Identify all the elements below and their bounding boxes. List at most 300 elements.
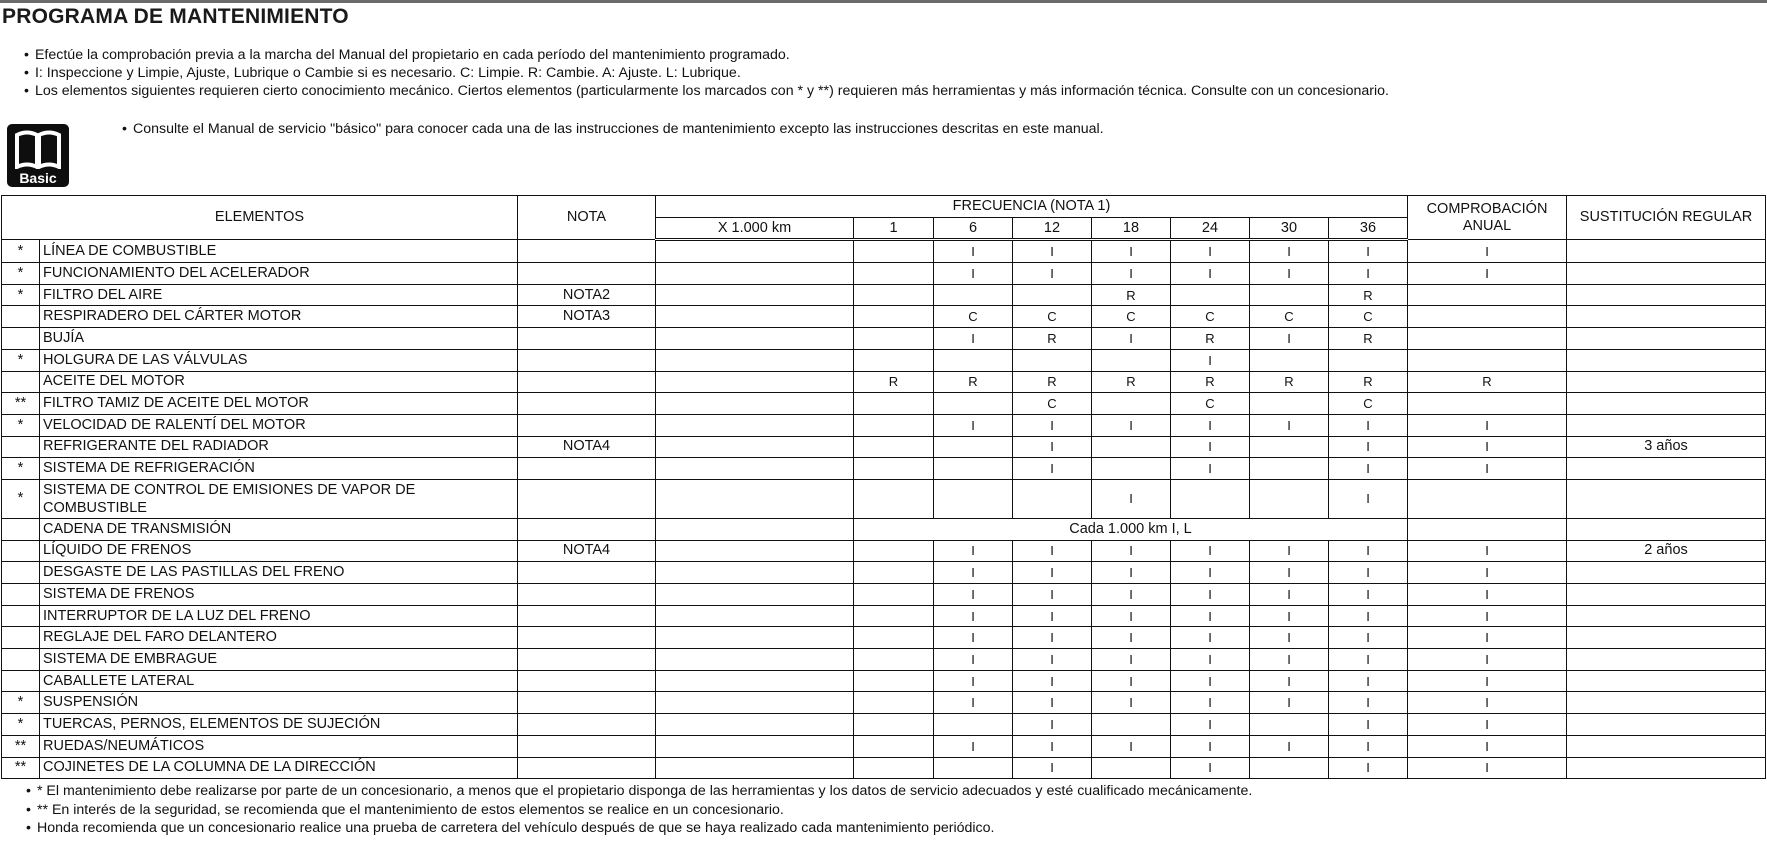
row-regular — [1567, 605, 1766, 627]
row-element-name: SISTEMA DE REFRIGERACIÓN — [40, 458, 518, 480]
row-interval-mark: R — [1092, 371, 1171, 393]
row-interval-mark — [854, 584, 934, 606]
row-nota — [518, 649, 656, 671]
row-interval-mark: I — [1092, 649, 1171, 671]
row-unit-cell — [656, 518, 854, 540]
row-element-name: COJINETES DE LA COLUMNA DE LA DIRECCIÓN — [40, 757, 518, 779]
row-unit-cell — [656, 458, 854, 480]
row-marker — [2, 649, 40, 671]
row-regular — [1567, 670, 1766, 692]
row-interval-mark: I — [1092, 735, 1171, 757]
row-anual — [1408, 479, 1567, 518]
table-row — [2, 584, 1766, 606]
row-interval-mark — [854, 540, 934, 562]
row-unit-cell — [656, 540, 854, 562]
row-interval-mark: I — [1171, 263, 1250, 285]
table-row — [2, 518, 1766, 540]
row-interval-mark — [934, 458, 1013, 480]
row-unit-cell — [656, 562, 854, 584]
row-interval-mark: R — [1250, 371, 1329, 393]
row-interval-mark: I — [1250, 692, 1329, 714]
row-marker — [2, 584, 40, 606]
row-interval-mark — [854, 263, 934, 285]
row-interval-mark — [854, 562, 934, 584]
row-interval-mark: I — [1013, 436, 1092, 458]
row-interval-mark: I — [1171, 584, 1250, 606]
intro-bullets — [24, 46, 1389, 100]
row-marker — [2, 371, 40, 393]
footer-note: • Honda recomienda que un concesionario realice una prueba de carretera del vehículo después de que se haya realizado cada mantenimiento periódico. — [26, 819, 1252, 838]
row-interval-mark: C — [1171, 306, 1250, 328]
row-nota — [518, 240, 656, 263]
table-row — [2, 263, 1766, 285]
row-regular — [1567, 349, 1766, 371]
row-regular — [1567, 371, 1766, 393]
row-unit-cell — [656, 349, 854, 371]
row-interval-mark: I — [1092, 584, 1171, 606]
row-unit-cell — [656, 414, 854, 436]
header-unit: X 1.000 km — [656, 217, 854, 240]
row-interval-mark: I — [934, 670, 1013, 692]
row-interval-mark: R — [1171, 371, 1250, 393]
row-regular — [1567, 306, 1766, 328]
row-interval-mark — [854, 393, 934, 415]
row-interval-mark: I — [1250, 263, 1329, 285]
header-sustitucion-regular: SUSTITUCIÓN REGULAR — [1567, 196, 1766, 240]
row-unit-cell — [656, 627, 854, 649]
row-anual: I — [1408, 714, 1567, 736]
header-elementos: ELEMENTOS — [2, 196, 518, 240]
row-unit-cell — [656, 263, 854, 285]
row-element-name: SUSPENSIÓN — [40, 692, 518, 714]
row-interval-mark: I — [1250, 540, 1329, 562]
header-interval: 36 — [1329, 217, 1408, 240]
row-unit-cell — [656, 735, 854, 757]
open-book-icon — [14, 129, 62, 169]
row-element-name: REFRIGERANTE DEL RADIADOR — [40, 436, 518, 458]
row-interval-mark: I — [934, 735, 1013, 757]
row-unit-cell — [656, 240, 854, 263]
row-anual: I — [1408, 735, 1567, 757]
row-unit-cell — [656, 393, 854, 415]
row-interval-mark: I — [1329, 757, 1408, 779]
row-element-name: VELOCIDAD DE RALENTÍ DEL MOTOR — [40, 414, 518, 436]
row-element-name: TUERCAS, PERNOS, ELEMENTOS DE SUJECIÓN — [40, 714, 518, 736]
row-interval-mark — [854, 436, 934, 458]
row-regular — [1567, 692, 1766, 714]
header-comprobacion-anual: COMPROBACIÓN ANUAL — [1408, 196, 1567, 240]
row-element-name: ACEITE DEL MOTOR — [40, 371, 518, 393]
row-anual — [1408, 518, 1567, 540]
row-interval-mark: I — [1013, 562, 1092, 584]
row-interval-mark: I — [1171, 735, 1250, 757]
header-nota: NOTA — [518, 196, 656, 240]
row-interval-mark: I — [1250, 627, 1329, 649]
row-anual: I — [1408, 436, 1567, 458]
table-row — [2, 371, 1766, 393]
row-interval-mark: I — [1250, 605, 1329, 627]
row-element-name: CABALLETE LATERAL — [40, 670, 518, 692]
row-interval-mark: I — [934, 540, 1013, 562]
row-nota: NOTA2 — [518, 284, 656, 306]
header-frecuencia: FRECUENCIA (NOTA 1) — [656, 196, 1408, 218]
row-interval-mark — [934, 349, 1013, 371]
row-interval-mark: I — [1329, 479, 1408, 518]
row-nota — [518, 328, 656, 350]
table-row — [2, 240, 1766, 263]
row-regular — [1567, 584, 1766, 606]
row-element-name: FILTRO DEL AIRE — [40, 284, 518, 306]
row-marker — [2, 328, 40, 350]
row-unit-cell — [656, 757, 854, 779]
row-nota — [518, 562, 656, 584]
table-row — [2, 605, 1766, 627]
row-nota — [518, 263, 656, 285]
row-marker — [2, 670, 40, 692]
row-unit-cell — [656, 371, 854, 393]
row-element-name: SISTEMA DE CONTROL DE EMISIONES DE VAPOR DE COMBUSTIBLE — [40, 479, 518, 518]
row-anual: I — [1408, 627, 1567, 649]
row-interval-mark: I — [1092, 562, 1171, 584]
row-marker — [2, 436, 40, 458]
row-unit-cell — [656, 670, 854, 692]
header-interval: 1 — [854, 217, 934, 240]
row-interval-mark: I — [1171, 649, 1250, 671]
row-interval-mark: I — [1171, 757, 1250, 779]
intro-bullet: • Los elementos siguientes requieren cierto conocimiento mecánico. Ciertos elementos (particularmente los marcados con * y **) requieren más herramientas y más información técnica. Consulte con un concesionario. — [24, 82, 1389, 100]
table-row — [2, 627, 1766, 649]
row-interval-mark: C — [1329, 393, 1408, 415]
row-interval-mark — [854, 670, 934, 692]
footer-note: • ** En interés de la seguridad, se recomienda que el mantenimiento de estos elementos se realice en un concesionario. — [26, 801, 1252, 820]
page-title: PROGRAMA DE MANTENIMIENTO — [2, 5, 349, 28]
row-unit-cell — [656, 306, 854, 328]
row-interval-mark: C — [1171, 393, 1250, 415]
row-interval-mark: R — [1329, 371, 1408, 393]
row-interval-mark: I — [1329, 670, 1408, 692]
row-anual: I — [1408, 670, 1567, 692]
row-interval-mark — [854, 605, 934, 627]
row-interval-mark: I — [1092, 263, 1171, 285]
row-interval-mark — [854, 757, 934, 779]
row-anual: R — [1408, 371, 1567, 393]
row-interval-mark: I — [1329, 605, 1408, 627]
table-row — [2, 670, 1766, 692]
row-interval-mark: I — [1250, 562, 1329, 584]
row-element-name: HOLGURA DE LAS VÁLVULAS — [40, 349, 518, 371]
row-interval-mark: I — [1013, 714, 1092, 736]
row-nota — [518, 757, 656, 779]
row-interval-mark: R — [854, 371, 934, 393]
row-marker — [2, 540, 40, 562]
row-interval-mark: I — [1171, 414, 1250, 436]
row-interval-mark: C — [1329, 306, 1408, 328]
row-interval-mark — [934, 479, 1013, 518]
table-row — [2, 393, 1766, 415]
row-interval-mark: I — [1013, 458, 1092, 480]
row-nota — [518, 349, 656, 371]
row-interval-mark: C — [1250, 306, 1329, 328]
table-row — [2, 349, 1766, 371]
row-interval-mark — [1171, 284, 1250, 306]
row-interval-mark: I — [1013, 627, 1092, 649]
row-marker: * — [2, 284, 40, 306]
row-marker — [2, 605, 40, 627]
row-interval-mark: I — [934, 562, 1013, 584]
row-anual — [1408, 306, 1567, 328]
row-interval-mark — [1250, 714, 1329, 736]
row-unit-cell — [656, 714, 854, 736]
intro-bullet: • Efectúe la comprobación previa a la marcha del Manual del propietario en cada período del mantenimiento programado. — [24, 46, 1389, 64]
row-interval-mark — [1329, 349, 1408, 371]
row-interval-mark — [854, 349, 934, 371]
row-anual: I — [1408, 414, 1567, 436]
row-unit-cell — [656, 649, 854, 671]
row-marker: ** — [2, 757, 40, 779]
row-interval-mark — [854, 328, 934, 350]
row-regular — [1567, 263, 1766, 285]
row-interval-mark: C — [1092, 306, 1171, 328]
row-anual: I — [1408, 605, 1567, 627]
row-interval-mark: I — [1092, 627, 1171, 649]
table-row — [2, 328, 1766, 350]
row-interval-mark: R — [1092, 284, 1171, 306]
table-row — [2, 306, 1766, 328]
row-nota — [518, 414, 656, 436]
row-interval-mark — [1250, 458, 1329, 480]
row-regular — [1567, 757, 1766, 779]
row-marker: * — [2, 414, 40, 436]
row-interval-mark: I — [1329, 649, 1408, 671]
row-interval-mark: I — [1092, 240, 1171, 263]
top-rule — [0, 0, 1767, 3]
row-interval-mark: R — [1329, 328, 1408, 350]
row-interval-span: Cada 1.000 km I, L — [854, 518, 1408, 540]
row-interval-mark: I — [1329, 735, 1408, 757]
row-anual: I — [1408, 584, 1567, 606]
row-interval-mark: I — [1171, 714, 1250, 736]
row-marker: * — [2, 692, 40, 714]
row-unit-cell — [656, 328, 854, 350]
row-interval-mark: I — [934, 627, 1013, 649]
row-interval-mark: I — [1329, 458, 1408, 480]
table-row — [2, 540, 1766, 562]
table-row — [2, 414, 1766, 436]
row-marker: * — [2, 240, 40, 263]
row-regular: 2 años — [1567, 540, 1766, 562]
row-interval-mark: R — [1171, 328, 1250, 350]
row-interval-mark: I — [1329, 240, 1408, 263]
row-interval-mark: I — [1250, 584, 1329, 606]
row-nota — [518, 518, 656, 540]
row-anual: I — [1408, 562, 1567, 584]
row-interval-mark: I — [934, 414, 1013, 436]
row-interval-mark: R — [1013, 371, 1092, 393]
row-regular — [1567, 627, 1766, 649]
maintenance-schedule-table — [1, 195, 1766, 779]
row-nota — [518, 627, 656, 649]
row-interval-mark: I — [934, 605, 1013, 627]
row-interval-mark: I — [1013, 735, 1092, 757]
row-nota — [518, 393, 656, 415]
row-interval-mark: I — [1013, 240, 1092, 263]
row-interval-mark: I — [1171, 627, 1250, 649]
footer-note: • * El mantenimiento debe realizarse por parte de un concesionario, a menos que el propietario disponga de las herramientas y los datos de servicio adecuados y esté cualificado mecánicamente. — [26, 782, 1252, 801]
row-regular: 3 años — [1567, 436, 1766, 458]
row-interval-mark: I — [1329, 627, 1408, 649]
row-interval-mark — [854, 306, 934, 328]
row-interval-mark: I — [1013, 692, 1092, 714]
row-nota — [518, 605, 656, 627]
row-unit-cell — [656, 436, 854, 458]
row-nota — [518, 458, 656, 480]
row-interval-mark: I — [1329, 714, 1408, 736]
basic-manual-note: • Consulte el Manual de servicio "básico" para conocer cada una de las instrucciones de mantenimiento excepto las instrucciones descritas en este manual. — [122, 121, 1104, 137]
table-row — [2, 284, 1766, 306]
row-interval-mark: I — [1092, 605, 1171, 627]
row-interval-mark: I — [1171, 349, 1250, 371]
row-nota: NOTA3 — [518, 306, 656, 328]
row-interval-mark — [1013, 479, 1092, 518]
row-interval-mark: I — [1013, 757, 1092, 779]
row-interval-mark: I — [1013, 414, 1092, 436]
row-interval-mark: I — [1092, 479, 1171, 518]
row-nota — [518, 692, 656, 714]
row-interval-mark: R — [1013, 328, 1092, 350]
row-element-name: SISTEMA DE EMBRAGUE — [40, 649, 518, 671]
row-interval-mark: I — [1013, 670, 1092, 692]
row-anual: I — [1408, 540, 1567, 562]
row-interval-mark — [854, 414, 934, 436]
row-interval-mark: I — [934, 584, 1013, 606]
row-interval-mark: I — [1092, 670, 1171, 692]
row-regular — [1567, 393, 1766, 415]
row-interval-mark: I — [1092, 328, 1171, 350]
row-interval-mark — [854, 692, 934, 714]
table-row — [2, 562, 1766, 584]
row-interval-mark — [1250, 393, 1329, 415]
row-regular — [1567, 479, 1766, 518]
row-interval-mark — [854, 458, 934, 480]
row-marker: ** — [2, 735, 40, 757]
row-nota — [518, 371, 656, 393]
row-nota — [518, 670, 656, 692]
row-interval-mark: C — [1013, 306, 1092, 328]
row-unit-cell — [656, 284, 854, 306]
row-element-name: RUEDAS/NEUMÁTICOS — [40, 735, 518, 757]
row-interval-mark — [1092, 714, 1171, 736]
row-regular — [1567, 458, 1766, 480]
row-interval-mark — [854, 649, 934, 671]
table-row — [2, 479, 1766, 518]
row-interval-mark: C — [934, 306, 1013, 328]
row-interval-mark: I — [1250, 414, 1329, 436]
row-unit-cell — [656, 692, 854, 714]
row-nota: NOTA4 — [518, 436, 656, 458]
schedule-body — [2, 240, 1766, 779]
footer-notes — [26, 782, 1252, 838]
row-interval-mark — [1092, 757, 1171, 779]
row-interval-mark — [854, 627, 934, 649]
row-interval-mark: I — [1013, 584, 1092, 606]
row-interval-mark — [1092, 349, 1171, 371]
row-interval-mark: I — [1171, 605, 1250, 627]
row-interval-mark — [934, 436, 1013, 458]
table-row — [2, 649, 1766, 671]
row-interval-mark: I — [934, 263, 1013, 285]
row-element-name: REGLAJE DEL FARO DELANTERO — [40, 627, 518, 649]
row-interval-mark — [1250, 284, 1329, 306]
row-interval-mark — [934, 284, 1013, 306]
row-interval-mark: I — [1171, 540, 1250, 562]
table-row — [2, 436, 1766, 458]
row-interval-mark: I — [1092, 692, 1171, 714]
row-nota — [518, 714, 656, 736]
row-interval-mark: I — [1171, 240, 1250, 263]
row-marker — [2, 562, 40, 584]
row-interval-mark: I — [1013, 540, 1092, 562]
row-regular — [1567, 735, 1766, 757]
row-element-name: LÍQUIDO DE FRENOS — [40, 540, 518, 562]
row-regular — [1567, 240, 1766, 263]
row-element-name: FILTRO TAMIZ DE ACEITE DEL MOTOR — [40, 393, 518, 415]
row-interval-mark — [1013, 284, 1092, 306]
row-element-name: BUJÍA — [40, 328, 518, 350]
row-unit-cell — [656, 479, 854, 518]
row-interval-mark — [1250, 349, 1329, 371]
table-row — [2, 757, 1766, 779]
row-element-name: FUNCIONAMIENTO DEL ACELERADOR — [40, 263, 518, 285]
row-interval-mark: I — [934, 240, 1013, 263]
row-interval-mark — [934, 714, 1013, 736]
row-anual — [1408, 349, 1567, 371]
row-anual: I — [1408, 649, 1567, 671]
row-regular — [1567, 562, 1766, 584]
row-interval-mark: I — [1092, 540, 1171, 562]
basic-manual-icon — [7, 124, 69, 187]
row-interval-mark — [854, 240, 934, 263]
header-interval: 30 — [1250, 217, 1329, 240]
row-anual: I — [1408, 692, 1567, 714]
row-interval-mark — [1092, 393, 1171, 415]
row-interval-mark — [854, 479, 934, 518]
row-regular — [1567, 714, 1766, 736]
row-unit-cell — [656, 605, 854, 627]
row-anual: I — [1408, 757, 1567, 779]
row-marker: * — [2, 479, 40, 518]
row-interval-mark — [1171, 479, 1250, 518]
basic-icon-label: Basic — [19, 170, 57, 186]
header-interval: 18 — [1092, 217, 1171, 240]
header-interval: 24 — [1171, 217, 1250, 240]
row-interval-mark: R — [1329, 284, 1408, 306]
table-row — [2, 458, 1766, 480]
row-nota — [518, 479, 656, 518]
header-interval: 12 — [1013, 217, 1092, 240]
row-interval-mark — [1250, 436, 1329, 458]
row-regular — [1567, 328, 1766, 350]
row-interval-mark: I — [1250, 735, 1329, 757]
row-interval-mark — [934, 757, 1013, 779]
row-element-name: CADENA DE TRANSMISIÓN — [40, 518, 518, 540]
row-interval-mark — [854, 284, 934, 306]
row-nota — [518, 584, 656, 606]
row-nota: NOTA4 — [518, 540, 656, 562]
row-interval-mark: I — [1250, 328, 1329, 350]
row-interval-mark: I — [1013, 263, 1092, 285]
row-interval-mark — [934, 393, 1013, 415]
row-marker — [2, 306, 40, 328]
